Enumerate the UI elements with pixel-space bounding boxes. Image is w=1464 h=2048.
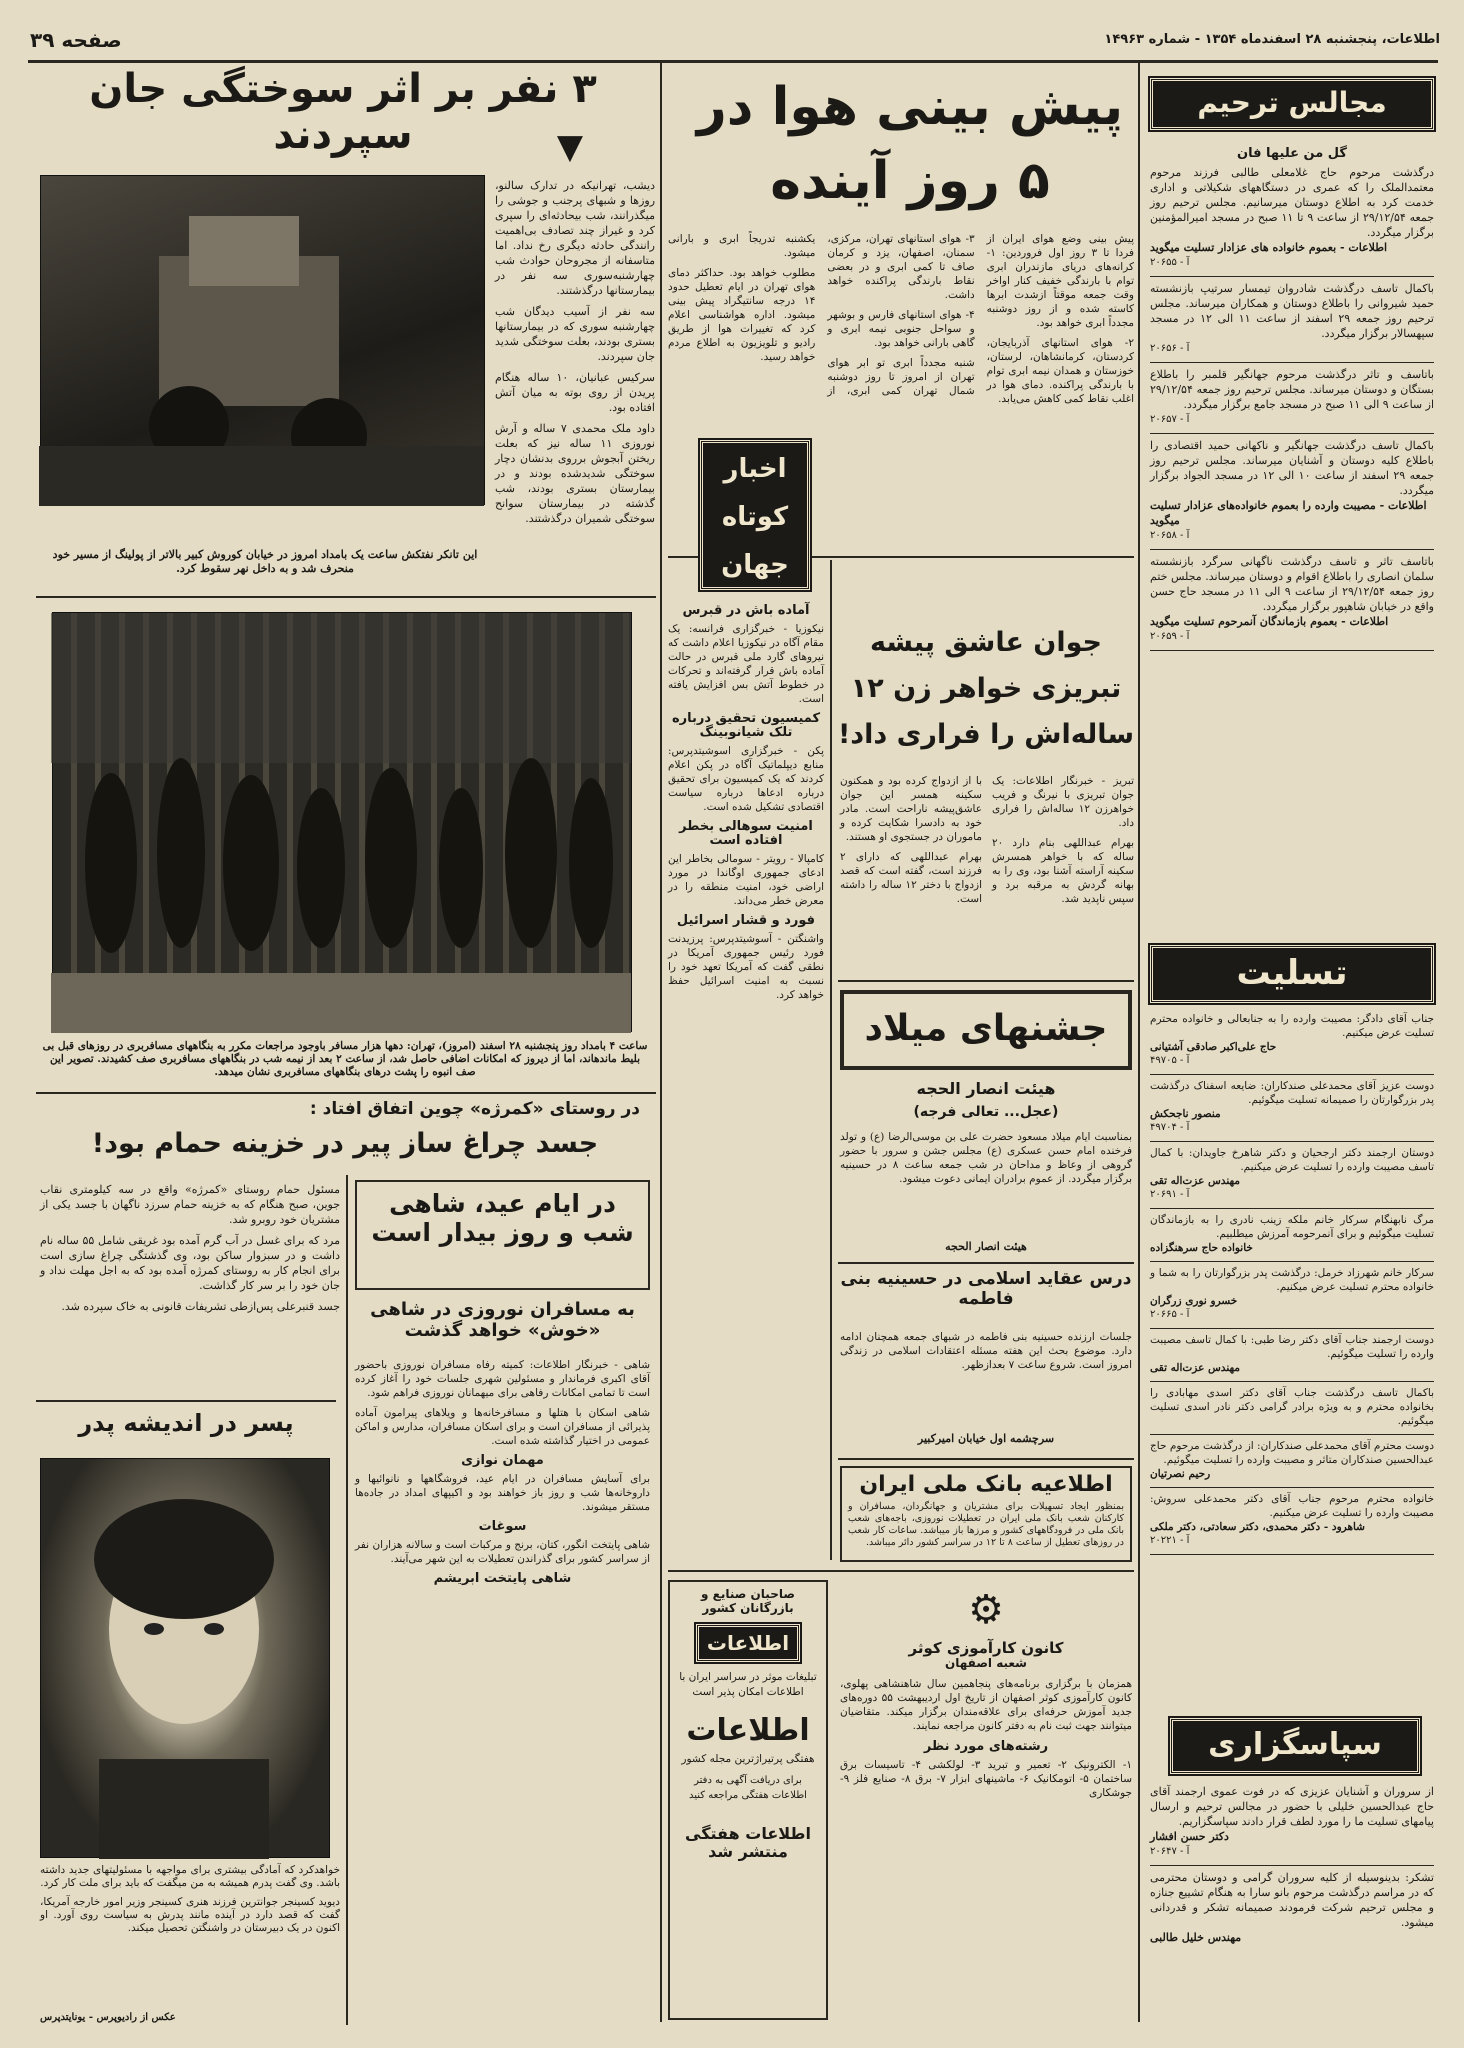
ad-published: منتشر شد xyxy=(708,1842,788,1862)
fire-headline: ۳ نفر بر اثر سوختگی جان سپردند xyxy=(89,66,597,158)
kanoon-logo-icon: ⚙ xyxy=(968,1587,1004,1633)
tabriz-paragraph: بهرام عبداللهی بنام دارد ۲۰ ساله که با خواهر همسرش سکینه آراسته آشنا بود، وی را به بهانه گردش به مرقبه برد و سپس ناپدید شد. xyxy=(992,837,1134,905)
gratitude-notice xyxy=(1150,1780,1434,1866)
obituary-code: آ - ۲۰۶۵۵ xyxy=(1150,257,1190,268)
obituary-sig: اطلاعات - بعموم خانواده های عزادار تسلیت میگوید xyxy=(1150,241,1388,254)
condolence-text: دوستان ارجمند دکتر ارجحیان و دکتر شاهرخ جاویدان: با کمال تاسف مصیبت وارده را تسلیت عرض میکنیم. xyxy=(1150,1147,1434,1173)
news-heading: امنیت سوهالی بخطر افتاده است xyxy=(679,819,813,848)
obituary-title: گل من علیها فان xyxy=(1237,146,1347,161)
lesson-headline: درس عقاید اسلامی در حسینیه بنی فاطمه xyxy=(840,1269,1132,1309)
milad-box xyxy=(840,990,1132,1070)
milad-subtitle: (عجل... تعالی فرجه) xyxy=(913,1104,1059,1120)
kanoon-title: کانون کارآموزی کوثر xyxy=(908,1639,1064,1657)
obituary-text: باکمال تاسف درگذشت شادروان تیمسار سرتیپ بازنشسته حمید شیروانی را باطلاع دوستان و همکاران میرساند. مجلس ترحیم روز جمعه ۲۹ اسفند از ساعت ۱۱ الی ۱۲ در مسجد سپهسالار برگزار میگردد. xyxy=(1150,282,1434,340)
col-rule-2 xyxy=(660,62,662,2022)
news-heading: فورد و قشار اسرائیل xyxy=(676,913,816,928)
obituary-list xyxy=(1150,136,1434,886)
rule xyxy=(668,1570,1134,1572)
tabriz-paragraph: با از ازدواج کرده بود و همکنون سکینه همسر این جوان عاشق‌پیشه ناراحت است. مادر خود به دادسرا شکایت کرده و ماموران در جستجوی او هستند. xyxy=(840,775,982,843)
gratitude-sig: دکتر حسن افشار xyxy=(1150,1830,1229,1843)
down-arrow-icon: ▼ xyxy=(556,127,584,167)
father-headline: پسر در اندیشه پدر xyxy=(78,1409,294,1437)
news-heading: آماده باش در قبرس xyxy=(682,603,810,618)
milad-org: هیئت انصار الحجه xyxy=(916,1079,1056,1098)
rule xyxy=(36,596,656,598)
condolence-notice xyxy=(1150,1329,1434,1382)
obituary-notice xyxy=(1150,434,1434,550)
crowd-caption: ساعت ۴ بامداد روز پنجشنبه ۲۸ اسفند (امروز)، تهران: دهها هزار مسافر باوجود مراجعات مکرر به بنگاههای مسافربری در روزهای قبل بی بلیط ماندهاند، اما از دیروز که امکانات اضافی حاصل شد، از ساعت ۲ بعد از نیمه شب در بنگاههای مسافربری صف کشیدند. تصویر این صف انبوه را پشت درهای بنگاههای مسافربری نشان میدهد. xyxy=(42,1040,648,1078)
shahi-subsection: شاهی پایتخت ابریشم xyxy=(433,1571,572,1586)
col-rule-3 xyxy=(830,560,832,1560)
tabriz-body xyxy=(840,774,1134,974)
obituary-text: باکمال تاسف درگذشت جهانگیر و ناکهانی حمید اقتصادی را باطلاع کلیه دوستان و آشنایان میرساند. مجلس ترحیم روز جمعه ۲۹ اسفند از ساعت ۱۰ الی ۱۲ در مسجد الجواد برگزار میگردد. xyxy=(1150,439,1434,497)
condolence-code: آ - ۴۹۷۰۴ xyxy=(1150,1122,1190,1133)
weather-headline: پیش بینی هوا در ۵ روز آینده xyxy=(696,77,1124,211)
kanoon-notice xyxy=(840,1580,1132,2020)
obituary-notice xyxy=(1150,277,1434,363)
condolence-notice xyxy=(1150,1262,1434,1329)
gratitude-sig: مهندس خلیل طالبی xyxy=(1150,1931,1242,1944)
crowd-photo xyxy=(52,612,632,1032)
kanoon-courses-title: رشته‌های مورد نظر xyxy=(923,1739,1049,1755)
milad-banner: جشنهای میلاد xyxy=(864,1008,1108,1049)
milad-text: بمناسبت ایام میلاد مسعود حضرت علی بن موسی‌الرضا (ع) و تولد فرخنده امام حسن عسکری (ع) مجلس جشن و سرور با حضور گروهی از وعاظ و مداحان در شب جمعه ساعت ۸ در حسینیه برگزار میگردد. از عموم برادران ایمانی دعوت میشود. xyxy=(840,1131,1132,1185)
condolence-notice xyxy=(1150,1382,1434,1435)
tabriz-paragraph: تبریز - خبرنگار اطلاعات: یک جوان تبریزی با نیرنگ و فریب خواهرزن ۱۲ ساله‌اش را فراری داد. xyxy=(992,775,1134,829)
gratitude-code: آ - ۲۰۶۴۷ xyxy=(1150,1846,1190,1857)
bank-text: بمنظور ایجاد تسهیلات برای مشتریان و جهانگردان، مسافران و کارکنان شعب بانک ملی ایران در تعطیلات نوروزی، باجه‌های شعب بانک ملی در فرودگاههای کشور و مرزها باز میباشد. ساعات کار شعب در روزهای تعطیل از ساعت ۸ تا ۱۲ در سراسر کشور دائر میباشد. xyxy=(848,1501,1124,1549)
obituary-notice xyxy=(1150,363,1434,434)
news-text: پکن - خبرگزاری اسوشیتدپرس: منابع دیپلماتیک آگاه در پکن اعلام کردند که یک کمیسیون برای تحقیق درباره ادعاها درباره سیاست اقتصادی تشکیل شده است. xyxy=(668,745,824,813)
condolence-sig: شاهرود - دکتر محمدی، دکتر سعادتی، دکتر ملکی xyxy=(1150,1521,1365,1533)
weather-paragraph: ۲- هوای استانهای آذربایجان، کردستان، کرمانشاهان، لرستان، خوزستان و همدان نیمه ابری توام با بارندگی پراکنده. دمای هوا در اغلب نقاط کمی کاهش می‌یابد. xyxy=(986,337,1134,405)
weather-paragraph: شنبه مجدداً ابری تو ابر هوای تهران از امروز تا روز دوشنبه شمال تهران کمی ابری، از یکشنبه تدریجاً ابری و بارانی میشود. xyxy=(668,233,975,397)
condolence-list xyxy=(1150,1008,1434,1708)
village-headline: جسد چراغ ساز پیر در خزینه حمام بود! xyxy=(91,1128,599,1159)
ad-weekly: اطلاعات هفتگی xyxy=(685,1824,811,1844)
bank-headline: اطلاعیه بانک ملی ایران xyxy=(859,1472,1113,1497)
condolence-sig: رحیم نصرتیان xyxy=(1150,1468,1211,1480)
shahi-subhead: به مسافران نوروزی در شاهی «خوش» خواهد گذشت xyxy=(370,1299,635,1341)
tabriz-headline: جوان عاشق پیشه تبریزی خواهر زن ۱۲ ساله‌اش را فراری داد! xyxy=(837,627,1134,750)
village-body xyxy=(40,1182,340,1392)
kanoon-courses: ۱- الکترونیک ۲- تعمیر و تبرید ۳- لولکشی ۴- تاسیسات برق ساختمان ۵- اتومکانیک ۶- ماشینهای ابزار ۷- برق ۸- صنایع فلز ۹- جوشکاری xyxy=(840,1759,1133,1800)
ad-text: تبلیغات موثر در سراسر ایران با اطلاعات امکان پذیر است xyxy=(679,1670,817,1698)
condolence-text: سرکار خانم شهرزاد خرمل: درگذشت پدر بزرگوارتان را به شما و خانواده محترم تسلیت عرض میکنیم. xyxy=(1150,1267,1434,1293)
condolence-sig: مهندس عزت‌اله تقی xyxy=(1150,1175,1240,1187)
condolence-notice xyxy=(1150,1209,1434,1262)
rule xyxy=(36,1400,336,1402)
issue-line: اطلاعات، پنجشنبه ۲۸ اسفندماه ۱۳۵۴ - شماره ۱۴۹۶۳ xyxy=(1104,32,1440,47)
shahi-subsection: سوغات xyxy=(478,1519,527,1534)
condolence-notice xyxy=(1150,1008,1434,1075)
obituary-code: آ - ۲۰۶۵۷ xyxy=(1150,414,1190,425)
rule xyxy=(838,1262,1134,1264)
shahi-headline: در ایام عید، شاهی شب و روز بیدار است xyxy=(371,1189,634,1247)
fire-paragraph: سه نفر از آسیب دیدگان شب چهارشنبه سوری که در بیمارستانها بستری بودند، بعلت سوختگی شدید جان سپردند. xyxy=(495,305,655,363)
condolence-text: مرگ نابهنگام سرکار خانم ملکه زینب نادری را به بازماندگان تسلیت میگوئیم و برای آنمرحومه آمرزش میطلبیم. xyxy=(1150,1214,1434,1240)
village-paragraph: مسئول حمام روستای «کمرژه» واقع در سه کیلومتری نقاب جوین، صبح هنگام که به خزینه حمام سرزد ناگهان با جسد یکی از مشتریان خود روبرو شد. xyxy=(40,1183,340,1226)
rule xyxy=(36,1092,656,1094)
obituary-notice xyxy=(1150,136,1434,277)
shahi-subsection: مهمان نوازی xyxy=(461,1453,544,1468)
ettelaat-ad xyxy=(668,1580,828,2020)
condolence-code: آ - ۲۰۶۶۵ xyxy=(1150,1309,1190,1320)
portrait-photo xyxy=(40,1458,330,1858)
lesson-sign: سرچشمه اول خیابان امیرکبیر xyxy=(917,1432,1055,1445)
masthead-rule xyxy=(28,60,1438,63)
condolence-notice xyxy=(1150,1075,1434,1142)
page-number: صفحه ۳۹ xyxy=(30,28,122,52)
col-rule-shahi xyxy=(346,1175,348,2025)
ad-tagline: هفتگی پرتیراژترین مجله کشور xyxy=(681,1753,815,1766)
obituary-code: آ - ۲۰۶۵۹ xyxy=(1150,631,1190,642)
tanker-caption: این تانکر نفتکش ساعت یک بامداد امروز در خیابان کوروش کبیر بالاتر از پولینگ از مسیر خود منحرف شد و به داخل نهر سقوط کرد. xyxy=(52,548,478,575)
obituary-banner: مجالس ترحیم xyxy=(1150,78,1434,130)
ad-text2: برای دریافت آگهی به دفتر اطلاعات هفتگی مراجعه کنید xyxy=(689,1775,807,1802)
weather-paragraph: مطلوب خواهد بود. حداکثر دمای هوای تهران در ایام تعطیل حدود ۱۴ درجه سانتیگراد پیش بینی میشود. اداره هواشناسی اعلام کرد که تغییرات هوا از طریق رادیو و تلویزیون به اطلاع مردم خواهد رسید. xyxy=(668,267,816,363)
obituary-text: درگذشت مرحوم حاج غلامعلی طالبی فرزند مرحوم معتمدالملک را که عمری در دستگاههای شکیلاتی و اداری خدمت کرد به اطلاع دوستان میرسانیم. مجلس ترحیم روز جمعه ۲۹/۱۲/۵۴ از ساعت ۹ تا ۱۱ صبح در مسجد امیرالمؤمنین برگزار میگردد. xyxy=(1150,166,1434,239)
condolence-sig: خانواده حاج سرهنگزاده xyxy=(1150,1242,1253,1254)
obituary-notice xyxy=(1150,550,1434,651)
condolence-banner: تسلیت xyxy=(1150,945,1434,1003)
rule xyxy=(838,980,1134,982)
short-news-body xyxy=(668,598,824,1558)
condolence-text: دوست ارجمند جناب آقای دکتر رضا طبی: با کمال تاسف مصیبت وارده را تسلیت میگوئیم. xyxy=(1150,1334,1434,1360)
father-body xyxy=(40,1864,340,2009)
weather-paragraph: ۳- هوای استانهای تهران، مرکزی، سمنان، اصفهان، یزد و کرمان صاف تا کمی ابری و در بعضی نقاط بارندگی پراکنده خواهد داشت. xyxy=(827,233,975,301)
news-text: واشنگتن - آسوشیتدپرس: پرزیدنت فورد رئیس جمهوری آمریکا در نطقی گفت که آمریکا تعهد خود را نسبت به امنیت اسرائیل حفظ خواهد کرد. xyxy=(668,933,824,1001)
shahi-paragraph: برای آسایش مسافران در ایام عید، فروشگاهها و نانوائیها و داروخانه‌ها شب و روز باز خواهند بود و اکیپهای امداد در جاده‌ها مستقر میشوند. xyxy=(355,1473,650,1513)
condolence-notice xyxy=(1150,1435,1434,1488)
fire-paragraph: داود ملک محمدی ۷ ساله و آرش نوروزی ۱۱ ساله نیز که بعلت ریختن آبجوش برروی بدنشان دچار سوختگی شدیدشده بودند و در بیمارستان بستری بودند، شب گذشته در بیمارستان سوانح سوختگی شمیران درگذشتند. xyxy=(495,422,655,525)
condolence-code: آ - ۴۹۷۰۵ xyxy=(1150,1055,1190,1066)
news-heading: کمیسیون تحقیق درباره تلک شیانوبینگ xyxy=(671,711,821,740)
shahi-paragraph: شاهی پایتخت انگور، کتان، برنج و مرکبات است و سالانه هزاران نفر از سراسر کشور برای گذراندن تعطیلات به این شهر می‌آیند. xyxy=(355,1539,650,1565)
condolence-text: خانواده محترم مرحوم جناب آقای دکتر محمدعلی سروش: مصیبت وارده را تسلیت عرض میکنیم. xyxy=(1150,1493,1434,1519)
kanoon-branch: شعبه اصفهان xyxy=(945,1656,1027,1671)
kanoon-text: همزمان با برگزاری برنامه‌های پنجاهمین سال شاهنشاهی پهلوی، کانون کارآموزی کوثر اصفهان از تاریخ اول اردیبهشت ۵۵ دوره‌های جدید آموزش حرفه‌ای برای علاقه‌مندان برگزار میکند. متقاضیان میتوانند جهت ثبت نام به دفتر کانون مراجعه نمایند. xyxy=(840,1678,1132,1733)
condolence-sig: حاج علی‌اکبر صادقی آشتیانی xyxy=(1150,1041,1277,1053)
village-kicker: در روستای «کمرژه» چوین اتفاق افتاد : xyxy=(309,1099,640,1119)
lesson-text: جلسات ارزنده حسینیه بنی فاطمه در شبهای جمعه همچنان ادامه دارد. موضوع بحث این هفته مسئله اعتقادات اسلامی در زندگی امروز است. شروع ساعت ۷ بعدازظهر. xyxy=(840,1331,1132,1371)
father-paragraph: خواهدکرد که آمادگی بیشتری برای مواجهه با مسئولیتهای جدید داشته باشد. وی گفت پدرم همیشه به من میگفت که باید برای ملت کار کرد. xyxy=(40,1864,340,1889)
obituary-code: آ - ۲۰۶۵۸ xyxy=(1150,530,1190,541)
obituary-text: باتاسف تاثر و تاسف درگذشت ناگهانی سرگرد بازنشسته سلمان انصاری را باطلاع اقوام و دوستان میرساند. مجلس ختم روز جمعه ۲۹/۱۲/۵۴ از ساعت ۹ الی ۱۱ در مسجد حاج حسن واقع در خیابان شاهپور برگزار میگردد. xyxy=(1150,555,1435,613)
obituary-sig: اطلاعات - بعموم بازماندگان آنمرحوم تسلیت میگوید xyxy=(1150,615,1389,628)
condolence-text: دوست محترم آقای محمدعلی صندکاران: از درگذشت مرحوم حاج عبدالحسین صندکاران متاثر و مصیبت وارده را تسلیت میگوئیم. xyxy=(1150,1440,1434,1466)
condolence-sig: خسرو نوری زرگران xyxy=(1150,1295,1238,1307)
milad-sign: هیئت انصار الحجه xyxy=(945,1240,1027,1253)
obituary-text: باتاسف و تاثر درگذشت مرحوم جهانگیر قلمبر را باطلاع بستگان و دوستان میرساند. مجلس ترحیم روز جمعه ۲۹/۱۲/۵۴ از ساعت ۹ الی ۱۱ صبح در مسجد جامع برگزار میگردد. xyxy=(1150,368,1434,411)
gratitude-text: تشکر: بدینوسیله از کلیه سروران گرامی و دوستان محترمی که در مراسم درگذشت مرحوم بانو سارا به هنگام تشییع جنازه و مجلس ترحیم شرکت فرمودند صمیمانه تشکر و قدردانی میشود. xyxy=(1150,1871,1434,1929)
condolence-text: دوست عزیز آقای محمدعلی صندکاران: ضایعه اسفناک درگذشت پدر بزرگوارتان را صمیمانه تسلیت میگوئیم. xyxy=(1150,1080,1434,1106)
col-rule-1 xyxy=(1138,62,1140,2022)
weather-paragraph: پیش بینی وضع هوای ایران از فردا تا ۳ روز اول فروردین: ۱- کرانه‌های دریای مازندران ابری توام با بارندگی خفیف کنار اواخر وقت جمعه موقتاً ازشدت ابرها کاسته شده و از روز دوشنبه مجدداً ابری خواهد بود. xyxy=(986,233,1134,329)
obituary-sig: اطلاعات - مصیبت وارده را بعموم خانواده‌های عزادار تسلیت میگوید xyxy=(1150,499,1427,527)
fire-paragraph: سرکیس عبانیان، ۱۰ ساله هنگام پریدن از روی بوته به میان آتش افتاده بود. xyxy=(495,371,655,414)
obituary-code: آ - ۲۰۶۵۶ xyxy=(1150,343,1190,354)
news-text: نیکوزیا - خبرگزاری فرانسه: یک مقام آگاه در نیکوزیا اعلام داشت که نیروهای گارد ملی قبرس در حالت آماده باش قرار گرفته‌اند و تحرکات در خطوط آتش بس افزایش یافته است. xyxy=(668,623,824,705)
rule xyxy=(838,1458,1134,1460)
village-paragraph: جسد قنبرعلی پس‌ازطی تشریفات قانونی به خاک سپرده شد. xyxy=(61,1300,340,1313)
photo-credit: عکس از رادیوپرس - یونایتدپرس xyxy=(40,2012,176,2023)
condolence-sig: مهندس عزت‌اله تقی xyxy=(1150,1362,1240,1374)
weather-paragraph: ۴- هوای استانهای فارس و بوشهر و سواحل جنوبی نیمه ابری و گاهی بارانی خواهد بود. xyxy=(827,309,975,349)
gratitude-list xyxy=(1150,1780,1434,2030)
condolence-text: باکمال تاسف درگذشت جناب آقای دکتر اسدی مهابادی را بخانواده محترم و به ویژه برادر گرامی دکتر نادر اسدی تسلیت میگوئیم. xyxy=(1150,1387,1434,1427)
shahi-body xyxy=(355,1358,650,2008)
bank-notice-box xyxy=(840,1466,1132,1562)
fire-paragraph: دیشب، تهرانیکه در تدارک سالنو، روزها و شبهای پرجنب و جوشی را میگذرانند، شب بیحادثه‌ای را سپری کرد و غیراز چند تصادف بی‌اهمیت رانندگی حادثه دیگری رخ نداد. اما متاسفانه از مجروحان حوادث شب چهارشنبه‌سوری سه نفر در بیمارستانها درگذشتند. xyxy=(495,179,655,297)
ad-top: صاحبان صنایع و بازرگانان کشور xyxy=(701,1587,795,1615)
fire-body xyxy=(495,178,655,573)
ad-logo-small: اطلاعات xyxy=(696,1624,800,1662)
condolence-code: آ - ۲۰۶۹۱ xyxy=(1150,1189,1190,1200)
gratitude-banner: سپاسگزاری xyxy=(1170,1718,1420,1774)
news-text: کامپالا - رویتر - سومالی بخاطر این ادعای جمهوری اوگاندا در مورد اراضی خود، امنیت منطقه را در معرض خطر می‌داند. xyxy=(668,853,824,907)
short-news-banner: اخبار کوتاه جهان xyxy=(700,440,810,590)
gratitude-notice xyxy=(1150,1866,1434,1951)
condolence-notice xyxy=(1150,1488,1434,1555)
shahi-headline-box xyxy=(355,1180,650,1290)
gratitude-text: از سروران و آشنایان عزیزی که در فوت عموی ارجمند آقای حاج عبدالحسین خلیلی با حضور در مجالس ترحیم و ارسال پیامهای تسلیت ما را مورد لطف قرار دادند سپاسگزاریم. xyxy=(1150,1785,1434,1828)
condolence-notice xyxy=(1150,1142,1434,1209)
condolence-text: جناب آقای دادگر: مصیبت وارده را به جنابعالی و خانواده محترم تسلیت عرض میکنیم. xyxy=(1150,1013,1434,1039)
father-paragraph: دیوید کسینجر جوانترین فرزند هنری کسینجر وزیر امور خارجه آمریکا، گفت که قصد دارد در آینده مانند پدرش به سیاست روی آورد. او اکنون در یک دبیرستان در واشنگتن تحصیل میکند. xyxy=(40,1896,340,1934)
condolence-code: آ - ۲۰۲۲۱ xyxy=(1150,1535,1190,1546)
shahi-paragraph: شاهی اسکان با هتلها و مسافرخانه‌ها و ویلاهای پیرامون آماده پذیرائی از مسافران است و برای اسکان مسافران، مدارس و اماکن عمومی در اختیار گذاشته شده است. xyxy=(355,1407,650,1447)
condolence-sig: منصور ناجحکش xyxy=(1150,1108,1221,1120)
ad-logo: اطلاعات xyxy=(686,1712,810,1748)
tabriz-paragraph: بهرام عبداللهی که دارای ۲ فرزند است، گفته است که قصد ازدواج با دختر ۱۲ ساله را داشته است. xyxy=(840,851,982,905)
shahi-paragraph: شاهی - خبرنگار اطلاعات: کمیته رفاه مسافران نوروزی باحضور آقای اکبری فرماندار و مسئولین شهری جلسات خود را آغاز کرده است تا تمامی امکانات رفاهی برای میهمانان نوروزی فراهم شود. xyxy=(355,1359,650,1399)
tanker-photo xyxy=(40,175,485,505)
village-paragraph: مرد که برای غسل در آب گرم آمده بود غریقی شامل ۵۵ ساله نام داشت و در سبزوار ساکن بود، وی گذشتگی چراغ سازی است برای انجام کار به روستای کمرژه آمده بود که به اجل مهلت نداد و جان خود را بر سر کار گذاشت. xyxy=(40,1234,340,1292)
